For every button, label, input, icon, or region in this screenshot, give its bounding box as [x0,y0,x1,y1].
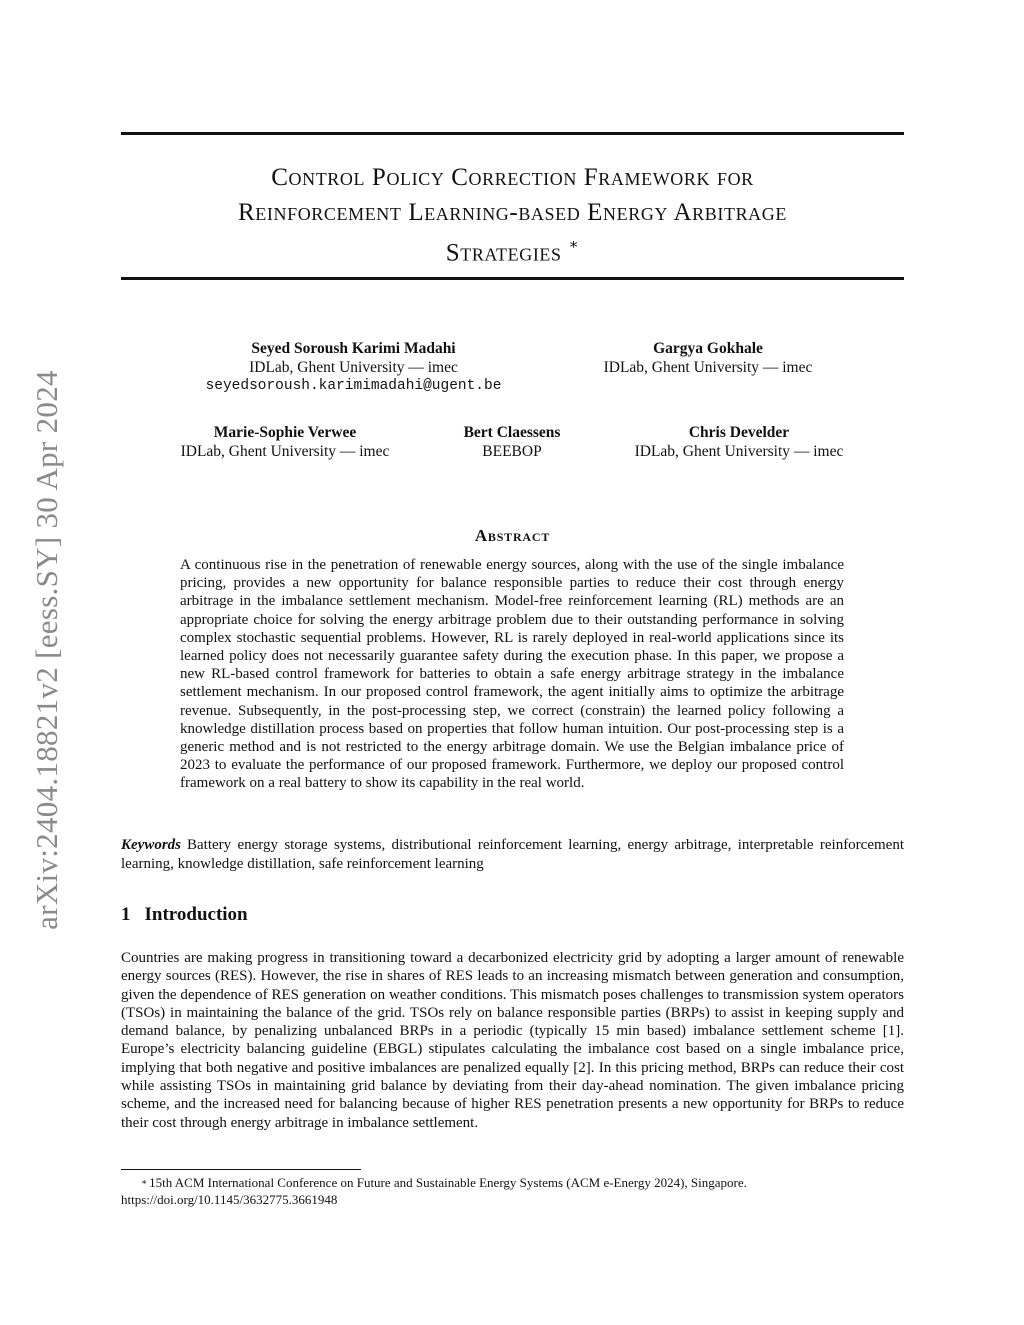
section-heading [121,904,248,926]
author-1 [205,339,502,396]
author-affiliation: IDLab, Ghent University — imec [634,443,844,460]
arxiv-identifier: arXiv:2404.18821v2 [eess.SY] 30 Apr 2024 [29,370,64,930]
author-4 [442,423,582,461]
author-affiliation: BEEBOP [482,443,542,460]
abstract-text: A continuous rise in the penetration of renewable energy sources, along with the use of the single imbalance pricing, provides a new opportunity for balance responsible parties to reduce their cost through energy arbitrage in the imbalance settlement mechanism. Model-free reinforcement learning (RL) methods are an appropriate choice for solving the energy arbitrage problem due to their outstanding performance in solving complex stochastic sequential problems. However, RL is rarely deployed in real-world applications since its learned policy does not necessarily guarantee safety during the execution phase. In this paper, we propose a new RL-based control framework for batteries to obtain a safe energy arbitrage strategy in the imbalance settlement mechanism. In our proposed control framework, the agent initially aims to optimize the arbitrage revenue. Subsequently, in the post-processing step, we correct (constrain) the learned policy following a knowledge distillation process based on properties that follow human intuition. Our post-processing step is a generic method and is not restricted to the energy arbitrage domain. We use the Belgian imbalance price of 2023 to evaluate the performance of our proposed framework. Furthermore, we deploy our proposed control framework on a real battery to show its capability in the real world. [180,557,844,792]
footnote-doi-link[interactable]: https://doi.org/10.1145/3632775.3661948 [121,1192,338,1207]
section-number: 1 [121,904,131,925]
title-line-3-text: Strategies [445,239,562,267]
author-name: Gargya Gokhale [653,340,763,357]
abstract-heading: Abstract [474,526,551,545]
author-email[interactable]: seyedsoroush.karimimadahi@ugent.be [205,378,502,394]
author-affiliation: IDLab, Ghent University — imec [180,443,390,460]
author-2 [592,339,824,377]
footnote-marker: ∗ [141,1177,148,1187]
section-title: Introduction [144,904,248,925]
title-line-1: Control Policy Correction Framework for [271,164,754,191]
keywords-text: Battery energy storage systems, distributional reinforcement learning, energy arbitrage, interpretable reinforcement learning, knowledge distillation, safe reinforcement learning [121,837,904,872]
footnote-rule [121,1169,361,1170]
keywords-label: Keywords [121,837,181,853]
author-affiliation: IDLab, Ghent University — imec [603,359,813,376]
paper-title [121,160,904,270]
footnote [121,1174,904,1208]
title-footnote-marker[interactable]: ∗ [568,237,580,253]
author-name: Seyed Soroush Karimi Madahi [251,340,456,357]
introduction-paragraph: Countries are making progress in transitioning toward a decarbonized electricity grid by adopting a larger amount of renewable energy sources (RES). However, the rise in shares of RES leads to an increasing mismatch between generation and consumption, given the dependence of RES generation on weather conditions. This mismatch poses challenges to transmission system operators (TSOs) in maintaining the balance of the grid. TSOs rely on balance responsible parties (BRPs) to assist in keeping supply and demand balance, by penalizing unbalanced BRPs in a periodic (typically 15 min based) imbalance settlement scheme [1]. Europe’s electricity balancing guideline (EBGL) stipulates calculating the imbalance cost based on a single imbalance price, implying that both negative and positive imbalances are penalized equally [2]. In this pricing method, BRPs can reduce their cost while assisting TSOs in maintaining grid balance by deviating from their day-ahead nomination. The given imbalance pricing scheme, and the increased need for balancing because of higher RES penetration presents a new opportunity for BRPs to reduce their cost through energy arbitrage in imbalance settlement. [121,950,904,1131]
author-name: Marie-Sophie Verwee [213,424,357,441]
title-rule-top [121,132,904,135]
title-line-3 [121,230,904,270]
author-name: Bert Claessens [463,424,561,441]
author-3 [168,423,402,461]
footnote-text: 15th ACM International Conference on Future and Sustainable Energy Systems (ACM e-Energy 2024), Singapore. [149,1175,747,1190]
title-line-2: Reinforcement Learning-based Energy Arbitrage [238,199,787,226]
title-rule-bottom [121,277,904,280]
keywords [121,836,904,873]
author-name: Chris Develder [688,424,790,441]
author-affiliation: IDLab, Ghent University — imec [249,359,458,376]
author-5 [622,423,856,461]
